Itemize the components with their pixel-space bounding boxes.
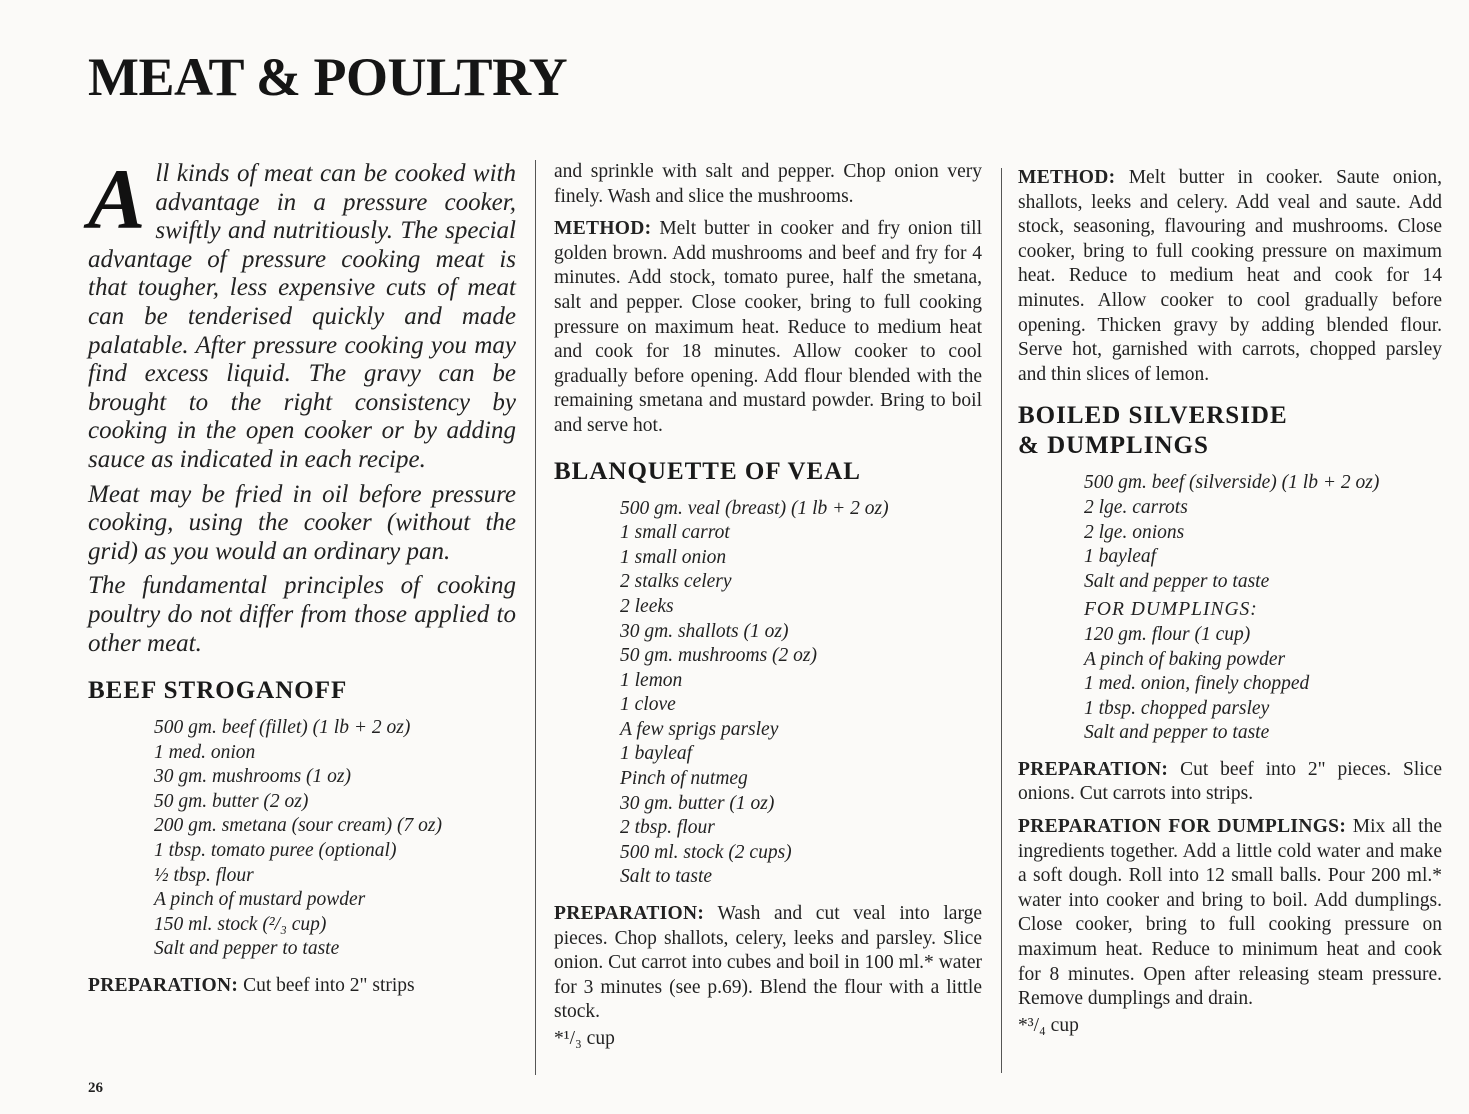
method-blanquette-of-veal bbox=[1018, 166, 1442, 387]
method-beef-stroganoff bbox=[554, 217, 982, 438]
preparation-label: PREPARATION: bbox=[1018, 758, 1169, 780]
method-text: Melt butter in cooker. Saute onion, shallots, leeks and celery. Add veal and saute. Add stock, seasoning, flavouring and mushrooms. Close cooker, bring to full cooking pressure on maximum heat. Reduce to medium heat and cook for 14 minutes. Allow cooker to cool gradually before opening. Thicken gravy by adding blended flour. Serve hot, garnished with carrots, chopped parsley and thin slices of lemon. bbox=[1018, 167, 1442, 385]
intro-text: ll kinds of meat can be cooked with advantage in a pressure cooker, swiftly and nutritiously. The special advantage of pressure cooking meat is that tougher, less expensive cuts of meat can be tenderised quickly and made palatable. After pressure cooking you may find excess liquid. The gravy can be brought to the right consistency by cooking in the open cooker or by adding sauce as indicated in each recipe. bbox=[88, 160, 516, 473]
heading-line: & DUMPLINGS bbox=[1018, 432, 1209, 460]
ingredient-item: 1 small carrot bbox=[620, 522, 730, 544]
intro-paragraph bbox=[88, 151, 516, 475]
ingredient-item: 1 tbsp. chopped parsley bbox=[1084, 697, 1270, 719]
column-one bbox=[88, 151, 516, 1007]
ingredient-item: 1 lemon bbox=[620, 669, 683, 691]
ingredient-item: 2 stalks celery bbox=[620, 571, 732, 593]
ingredients-blanquette-of-veal bbox=[554, 497, 982, 891]
ingredient-item: 1 med. onion bbox=[154, 741, 256, 763]
footnote: *³/₄ cup bbox=[1018, 1014, 1079, 1036]
ingredients-beef-stroganoff bbox=[88, 716, 516, 962]
drop-cap: A bbox=[88, 151, 146, 247]
recipe-heading-boiled-silverside bbox=[1018, 401, 1442, 461]
ingredient-item: 1 bayleaf bbox=[1084, 546, 1157, 568]
ingredient-item: 200 gm. smetana (sour cream) (7 oz) bbox=[154, 815, 442, 837]
preparation-continued: and sprinkle with salt and pepper. Chop onion very finely. Wash and slice the mushrooms. bbox=[554, 161, 982, 207]
ingredient-item: 2 lge. carrots bbox=[1084, 496, 1188, 518]
ingredient-item: Pinch of nutmeg bbox=[620, 768, 748, 790]
ingredient-item: A pinch of baking powder bbox=[1084, 648, 1286, 670]
preparation-text: Mix all the ingredients together. Add a little cold water and make a soft dough. Roll into 12 small balls. Pour 200 ml.* water into cooker and bring to boil. Add dumplings. Close cooker, bring to full cooking pressure on maximum heat. Reduce to minimum heat and cook for 8 minutes. Open after releasing steam pressure. Remove dumplings and drain. bbox=[1018, 816, 1442, 1010]
ingredient-item: 30 gm. butter (1 oz) bbox=[620, 792, 775, 814]
ingredient-item: Salt and pepper to taste bbox=[154, 938, 340, 960]
ingredient-item: Salt and pepper to taste bbox=[1084, 722, 1270, 744]
column-three bbox=[1018, 166, 1442, 1038]
preparation-beef-stroganoff bbox=[88, 974, 516, 999]
ingredient-item: 1 small onion bbox=[620, 546, 727, 568]
ingredient-item: 500 ml. stock (2 cups) bbox=[620, 841, 792, 863]
ingredient-item: 30 gm. shallots (1 oz) bbox=[620, 620, 789, 642]
recipe-heading-blanquette-of-veal: BLANQUETTE OF VEAL bbox=[554, 457, 861, 485]
dumplings-subheading: FOR DUMPLINGS: bbox=[1084, 599, 1258, 621]
footnote: *¹/₃ cup bbox=[554, 1028, 615, 1049]
method-label: METHOD: bbox=[554, 218, 652, 240]
preparation-label: PREPARATION: bbox=[554, 903, 705, 925]
ingredient-item: A few sprigs parsley bbox=[620, 718, 779, 740]
ingredient-item: 50 gm. butter (2 oz) bbox=[154, 790, 309, 812]
ingredient-item: 30 gm. mushrooms (1 oz) bbox=[154, 766, 351, 788]
ingredient-item: 1 bayleaf bbox=[620, 743, 693, 765]
ingredient-item: 50 gm. mushrooms (2 oz) bbox=[620, 645, 817, 667]
preparation-label: PREPARATION FOR DUMPLINGS: bbox=[1018, 816, 1347, 838]
method-label: METHOD: bbox=[1018, 167, 1116, 188]
intro-paragraph-poultry: The fundamental principles of cooking poultry do not differ from those applied to other meat. bbox=[88, 572, 516, 657]
ingredient-item: 150 ml. stock (²/₃ cup) bbox=[154, 913, 327, 935]
ingredient-item: Salt to taste bbox=[620, 866, 713, 888]
ingredients-dumplings bbox=[1018, 598, 1442, 746]
preparation-blanquette-of-veal bbox=[554, 902, 982, 1025]
ingredient-item: 1 med. onion, finely chopped bbox=[1084, 673, 1310, 695]
preparation-label: PREPARATION: bbox=[88, 975, 239, 997]
ingredient-item: 1 clove bbox=[620, 694, 676, 716]
page-title: MEAT & POULTRY bbox=[88, 47, 568, 107]
recipe-heading-beef-stroganoff: BEEF STROGANOFF bbox=[88, 677, 348, 705]
ingredient-item: 500 gm. beef (fillet) (1 lb + 2 oz) bbox=[154, 717, 411, 739]
intro-paragraph-frying: Meat may be fried in oil before pressure cooking, using the cooker (without the grid) as you would an ordinary pan. bbox=[88, 480, 516, 565]
page-number: 26 bbox=[88, 1080, 103, 1096]
preparation-text: Cut beef into 2" pieces. Slice onions. Cut carrots into strips. bbox=[1018, 758, 1442, 805]
ingredients-boiled-silverside bbox=[1018, 471, 1442, 594]
ingredient-item: Salt and pepper to taste bbox=[1084, 570, 1270, 592]
ingredient-item: ½ tbsp. flour bbox=[154, 864, 254, 886]
column-divider bbox=[535, 160, 536, 1075]
ingredient-item: A pinch of mustard powder bbox=[154, 889, 366, 911]
column-two bbox=[554, 160, 982, 1051]
ingredient-item: 500 gm. veal (breast) (1 lb + 2 oz) bbox=[620, 497, 889, 519]
ingredient-item: 120 gm. flour (1 cup) bbox=[1084, 623, 1251, 645]
ingredient-item: 2 lge. onions bbox=[1084, 521, 1185, 543]
preparation-boiled-silverside bbox=[1018, 758, 1442, 807]
column-divider bbox=[1001, 168, 1002, 1073]
ingredient-item: 500 gm. beef (silverside) (1 lb + 2 oz) bbox=[1084, 472, 1380, 494]
method-text: Melt butter in cooker and fry onion till golden brown. Add mushrooms and beef and fry for 4 minutes. Add stock, tomato puree, half the smetana, salt and pepper. Close cooker, bring to full cooking pressure on maximum heat. Reduce to medium heat and cook for 18 minutes. Allow cooker to cool gradually before opening. Add flour blended with the remaining smetana and mustard powder. Bring to boil and serve hot. bbox=[554, 218, 982, 436]
preparation-text: Cut beef into 2" strips bbox=[238, 975, 415, 997]
ingredient-item: 2 leeks bbox=[620, 595, 674, 617]
ingredient-item: 1 tbsp. tomato puree (optional) bbox=[154, 840, 397, 862]
heading-line: BOILED SILVERSIDE bbox=[1018, 402, 1288, 430]
preparation-dumplings bbox=[1018, 815, 1442, 1012]
preparation-text: Wash and cut veal into large pieces. Chop shallots, celery, leeks and parsley. Slice onion. Cut carrot into cubes and boil in 100 ml.* water for 3 minutes (see p.69). Blend the flour with a little stock. bbox=[554, 903, 982, 1023]
ingredient-item: 2 tbsp. flour bbox=[620, 817, 715, 839]
